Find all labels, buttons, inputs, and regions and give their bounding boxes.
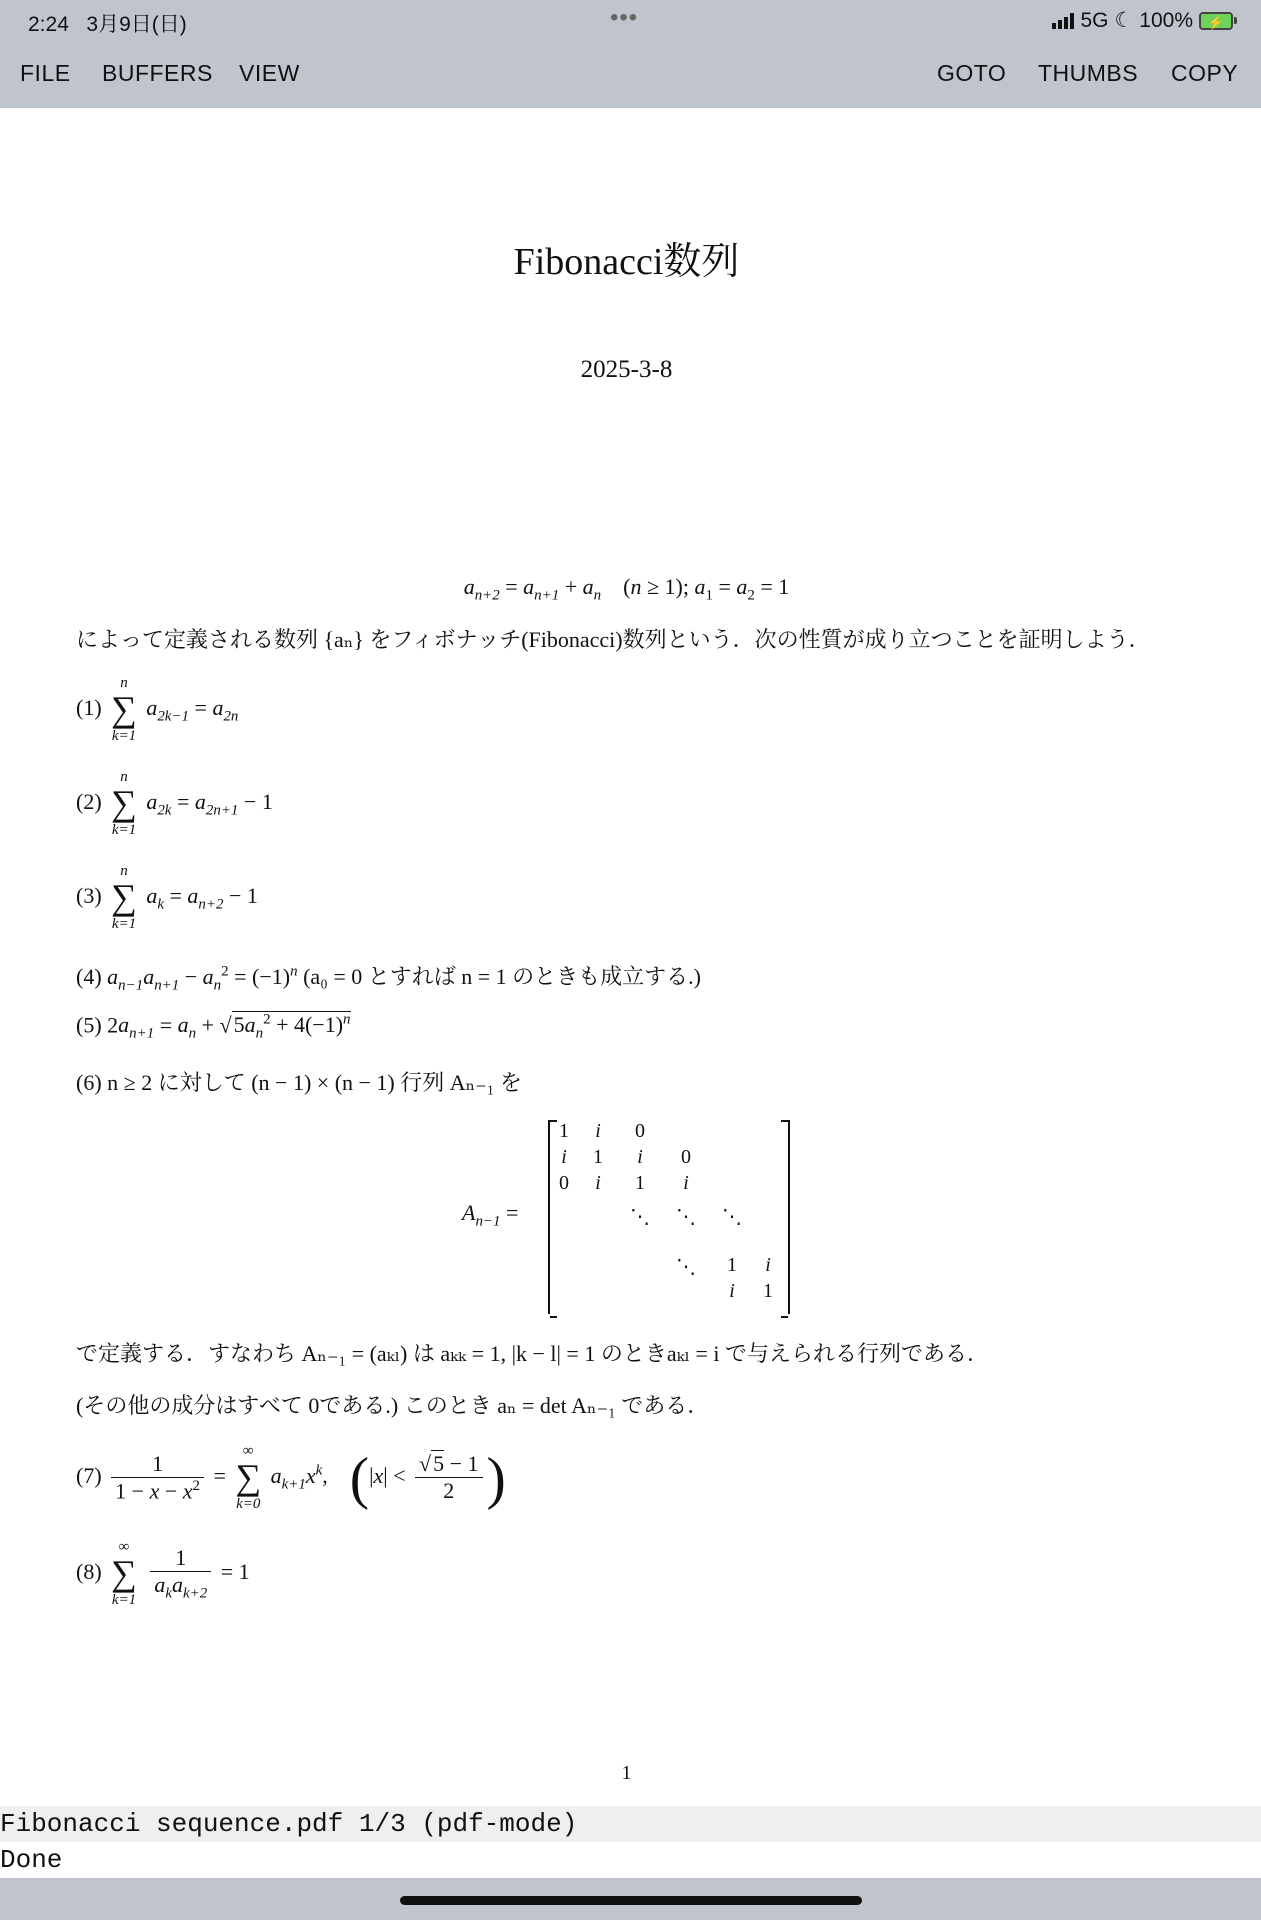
multitasking-dots-icon[interactable]: •••	[610, 4, 639, 31]
moon-icon: ☾	[1114, 9, 1134, 32]
menu-view[interactable]: VIEW	[239, 60, 300, 86]
network-label: 5G	[1080, 8, 1109, 32]
home-indicator[interactable]	[400, 1896, 862, 1905]
page-number: 1	[621, 1762, 632, 1784]
item-8: (8) ∞ ∑ k=1 $\frac{1}{a_ka_{k+2}}$ = 1	[76, 1539, 250, 1608]
menu-thumbs[interactable]: THUMBS	[1038, 60, 1139, 86]
status-date: 3月9日(日)	[86, 13, 187, 36]
top-bar	[0, 0, 1261, 108]
determinant-text: (その他の成分はすべて 0である.) このとき aₙ = det Aₙ₋₁ である．	[76, 1393, 710, 1418]
item-2: (2) n ∑ k=1 $a_{2k} = a_{2n+1} - 1$	[76, 769, 273, 838]
intro-text: によって定義される数列 {aₙ} をフィボナッチ(Fibonacci)数列という．次の性質が成り立つことを証明しよう．	[76, 627, 1151, 652]
pdf-page[interactable]	[0, 108, 1261, 1806]
status-indicators	[1052, 8, 1237, 33]
item-6: (6) n ≥ 2 に対して (n − 1) × (n − 1) 行列 Aₙ₋₁ を	[76, 1070, 522, 1095]
document-date: 2025-3-8	[580, 356, 673, 383]
mode-line: Fibonacci sequence.pdf 1/3 (pdf-mode)	[0, 1806, 1261, 1842]
menu-copy[interactable]: COPY	[1171, 60, 1239, 86]
recurrence-equation: $a_{n+2} = a_{n+1} + a_n$ (n ≥ 1); $a_1 = a_2 = 1$	[463, 574, 790, 604]
status-time: 2:24 3月9日(日)	[28, 13, 187, 36]
battery-percent: 100%	[1139, 8, 1193, 32]
tridiagonal-matrix: 1 i 0 i 1 i 0 0 i 1 i ⋱ ⋱ ⋱ ⋱ 1 i i 1	[548, 1120, 790, 1314]
item-5: (5) $2a_{n+1} = a_n + √5a_n^2 + 4(-1)^n$	[76, 1012, 351, 1042]
menu-buffers[interactable]: BUFFERS	[102, 60, 213, 86]
document-title: Fibonacci数列	[513, 241, 740, 283]
menu-goto[interactable]: GOTO	[937, 60, 1007, 86]
matrix-label: $A_{n-1}$ =	[462, 1200, 519, 1230]
menu-file[interactable]: FILE	[20, 60, 71, 86]
minibuffer[interactable]: Done	[0, 1842, 1261, 1878]
item-7: (7) $\frac{1}{1 - x - x^2}$ = ∞ ∑ k=0 $a_{k+1}x^k$, (|x| < $\frac{√5 - 1}{2}$ )	[76, 1443, 506, 1512]
battery-icon: ⚡	[1199, 12, 1237, 30]
signal-icon	[1052, 13, 1074, 29]
item-3: (3) n ∑ k=1 $a_k = a_{n+2} - 1$	[76, 863, 258, 932]
bottom-bar	[0, 1878, 1261, 1920]
item-1: (1) n ∑ k=1 $a_{2k-1} = a_{2n}$	[76, 675, 239, 744]
matrix-definition-text: で定義する．すなわち Aₙ₋₁ = (aₖₗ) は aₖₖ = 1, |k − l| = 1 のときaₖₗ = i で与えられる行列である．	[76, 1341, 989, 1366]
item-4: (4) $a_{n-1}a_{n+1} - a_n^2 = (-1)^n$ (a₀ = 0 とすれば n = 1 のときも成立する.)	[76, 963, 701, 994]
